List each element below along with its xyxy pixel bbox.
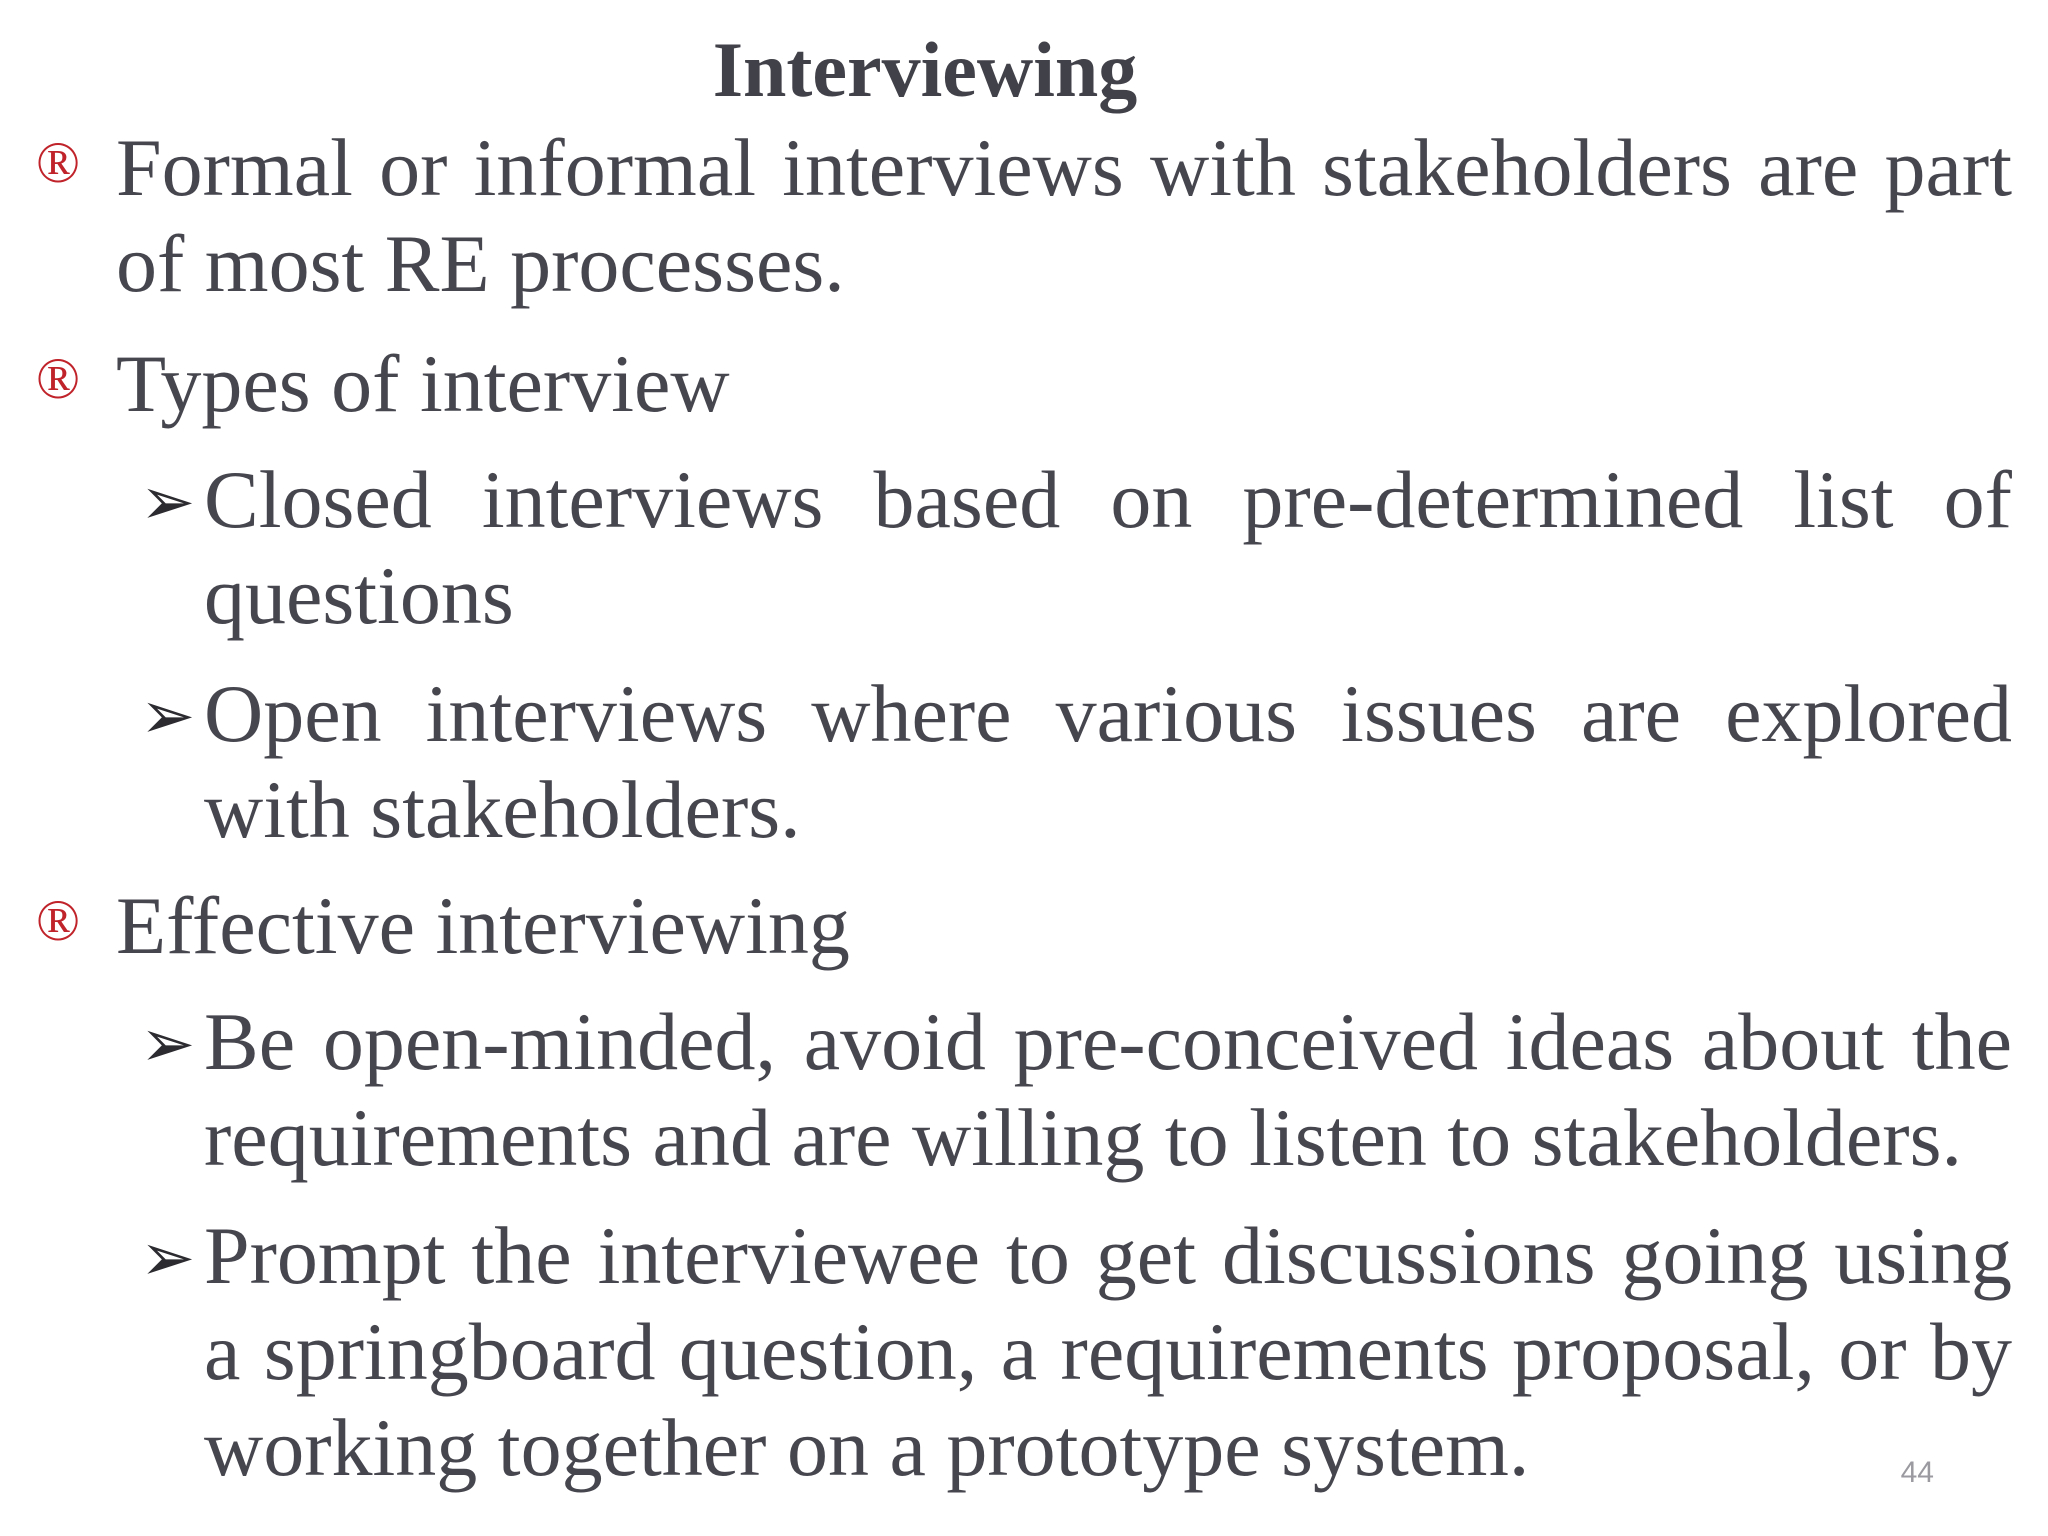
sub-bullet-item: [36, 994, 2012, 1186]
registered-bullet-icon: ®: [36, 888, 81, 953]
bullet-list: [36, 120, 2012, 1496]
registered-bullet-icon: ®: [36, 130, 81, 195]
page-number: 44: [1900, 1456, 1934, 1489]
sub-bullet-text: Be open-minded, avoid pre-conceived ideas about the requirements and are willing to listen to stakeholders.: [204, 996, 2012, 1183]
bullet-item: [36, 878, 2012, 974]
sub-bullet-item: [36, 666, 2012, 858]
arrow-bullet-icon: ➢: [140, 677, 196, 754]
sub-bullet-text: Closed interviews based on pre-determined list of questions: [204, 454, 2012, 641]
arrow-bullet-icon: ➢: [140, 463, 196, 540]
slide-title: Interviewing: [712, 26, 1138, 113]
sub-bullet-item: [36, 452, 2012, 644]
bullet-text: Types of interview: [116, 338, 730, 429]
registered-bullet-icon: ®: [36, 346, 81, 411]
sub-bullet-text: Prompt the interviewee to get discussions going using a springboard question, a requirements proposal, or by working together on a prototype system.: [204, 1210, 2012, 1493]
arrow-bullet-icon: ➢: [140, 1219, 196, 1296]
bullet-item: [36, 336, 2012, 432]
sub-bullet-text: Open interviews where various issues are explored with stakeholders.: [204, 668, 2012, 855]
bullet-item: [36, 120, 2012, 312]
bullet-text: Effective interviewing: [116, 880, 850, 971]
sub-bullet-item: [36, 1208, 2012, 1496]
bullet-text: Formal or informal interviews with stakeholders are part of most RE processes.: [116, 122, 2012, 309]
arrow-bullet-icon: ➢: [140, 1005, 196, 1082]
